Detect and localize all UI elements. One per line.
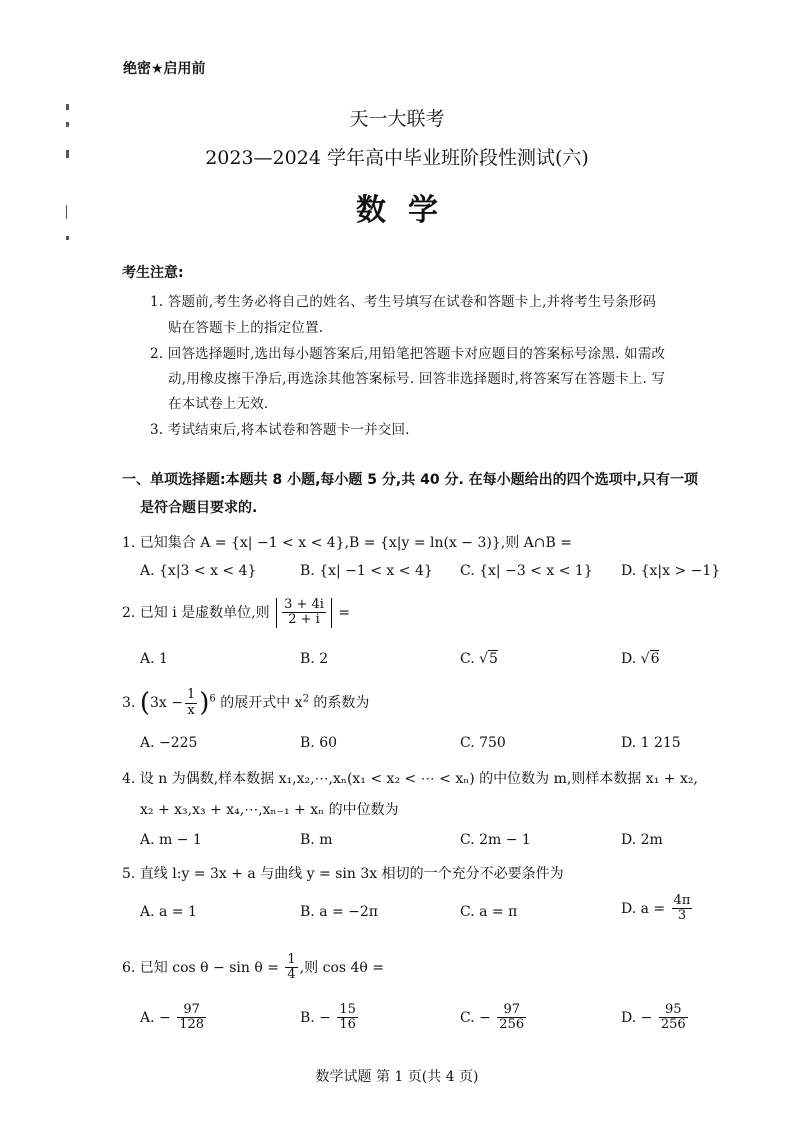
q2-option-b: B. 2 xyxy=(300,651,329,667)
q3-suffix-b: 的系数为 xyxy=(308,695,370,711)
q6-d-label: D. − xyxy=(621,1009,653,1026)
q2-option-c-radicand: 5 xyxy=(489,651,498,667)
question-5-stem: 5. 直线 l:y = 3x + a 与曲线 y = sin 3x 相切的一个充分不必要条件为 xyxy=(122,866,564,882)
q6-c-label: C. − xyxy=(460,1009,491,1026)
q2-option-d: D. √6 xyxy=(621,651,660,667)
absolute-value xyxy=(276,598,332,628)
notice-line: 2. 回答选择题时,选出每小题答案后,用铅笔把答题卡对应题目的答案标号涂黑. 如需改 xyxy=(150,346,666,362)
q3-numerator: 1 xyxy=(186,687,196,703)
question-1-stem: 1. 已知集合 A = {x| −1 < x < 4},B = {x|y = ln(x − 3)},则 A∩B = xyxy=(122,535,572,551)
q6-a-numerator: 97 xyxy=(177,1003,206,1018)
q2-numerator: 3 + 4i xyxy=(284,597,324,612)
q6-b-label: B. − xyxy=(300,1009,331,1026)
q1-option-c: C. {x| −3 < x < 1} xyxy=(460,563,593,579)
q5-d-denominator: 3 xyxy=(677,908,687,924)
q1-option-d: D. {x|x > −1} xyxy=(621,563,721,579)
q1-option-a: A. {x|3 < x < 4} xyxy=(140,563,257,579)
q4-option-c: C. 2m − 1 xyxy=(460,832,531,848)
q2-suffix: = xyxy=(338,604,351,621)
q2-prefix: 2. 已知 i 是虚数单位,则 xyxy=(122,604,270,621)
section-heading-cont: 是符合题目要求的. xyxy=(140,500,258,516)
section-heading: 一、单项选择题:本题共 8 小题,每小题 5 分,共 40 分. 在每小题给出的四个选项中,只有一项 xyxy=(122,472,698,488)
notice-line: 1. 答题前,考生务必将自己的姓名、考生号填写在试卷和答题卡上,并将考生号条形码 xyxy=(150,294,657,310)
q6-a-fraction xyxy=(177,1003,206,1033)
question-2-stem xyxy=(122,598,350,628)
q6-option-a xyxy=(140,1003,208,1033)
q3-exponent: 6 xyxy=(209,693,216,705)
confidential-label: 绝密★启用前 xyxy=(123,61,206,77)
exam-org: 天一大联考 xyxy=(349,108,445,130)
margin-mark xyxy=(66,236,69,240)
q6-option-c xyxy=(460,1003,528,1033)
q3-prefix: 3. xyxy=(122,695,136,711)
notice-title: 考生注意: xyxy=(122,265,184,281)
q5-option-a: A. a = 1 xyxy=(140,904,197,920)
q3-option-d: D. 1 215 xyxy=(621,735,681,751)
q3-option-c: C. 750 xyxy=(460,735,506,751)
q3-inner: 3x − xyxy=(149,695,183,711)
q6-a-denominator: 128 xyxy=(179,1017,205,1033)
question-3-stem xyxy=(122,688,369,718)
q6-d-numerator: 95 xyxy=(659,1003,688,1018)
q5-option-d-fraction xyxy=(672,894,693,924)
q6-fraction xyxy=(285,953,297,983)
q6-b-fraction xyxy=(337,1003,358,1033)
q6-c-denominator: 256 xyxy=(499,1017,525,1033)
question-6-stem xyxy=(122,953,384,983)
q6-stem-b: ,则 cos 4θ = xyxy=(299,959,385,976)
notice-line: 在本试卷上无效. xyxy=(168,396,269,412)
q3-option-b: B. 60 xyxy=(300,735,338,751)
q6-denominator: 4 xyxy=(287,967,296,983)
page-footer: 数学试题 第 1 页(共 4 页) xyxy=(315,1069,479,1085)
q1-option-b: B. {x| −1 < x < 4} xyxy=(300,563,433,579)
q3-suffix-a: 的展开式中 x xyxy=(215,695,303,711)
notice-line: 贴在答题卡上的指定位置. xyxy=(168,320,324,336)
q6-option-b xyxy=(300,1003,360,1033)
q6-d-fraction xyxy=(659,1003,688,1033)
q5-option-b: B. a = −2π xyxy=(300,904,379,920)
q5-option-d-label: D. a = xyxy=(621,900,666,917)
q2-option-a: A. 1 xyxy=(140,651,168,667)
q2-denominator: 2 + i xyxy=(288,612,320,628)
notice-line: 3. 考试结束后,将本试卷和答题卡一并交回. xyxy=(150,422,410,438)
exam-title: 2023—2024 学年高中毕业班阶段性测试(六) xyxy=(205,147,589,169)
right-paren: ) xyxy=(199,688,210,718)
q6-d-denominator: 256 xyxy=(660,1017,686,1033)
q6-option-d xyxy=(621,1003,690,1033)
q2-option-c-label: C. xyxy=(460,651,480,667)
q5-option-c: C. a = π xyxy=(460,904,518,920)
q4-option-b: B. m xyxy=(300,832,333,848)
q4-option-d: D. 2m xyxy=(621,832,663,848)
q3-denominator: x xyxy=(187,702,195,718)
q5-d-numerator: 4π xyxy=(673,893,691,908)
q6-numerator: 1 xyxy=(287,952,296,967)
question-4-stem-line2: x₂ + x₃,x₃ + x₄,⋯,xₙ₋₁ + xₙ 的中位数为 xyxy=(140,802,399,818)
left-paren: ( xyxy=(139,688,150,718)
q3-suffix-exponent: 2 xyxy=(302,693,309,705)
q6-stem-a: 6. 已知 cos θ − sin θ = xyxy=(122,959,279,976)
notice-line: 动,用橡皮擦干净后,再选涂其他答案标号. 回答非选择题时,将答案写在答题卡上. 写 xyxy=(168,371,666,387)
q3-option-a: A. −225 xyxy=(140,735,198,751)
q6-c-numerator: 97 xyxy=(497,1003,526,1018)
q2-option-c: C. √5 xyxy=(460,651,498,667)
q2-option-d-radicand: 6 xyxy=(650,651,660,667)
q5-option-d xyxy=(621,894,694,924)
q2-option-d-label: D. xyxy=(621,651,641,667)
q4-option-a: A. m − 1 xyxy=(140,832,202,848)
q6-a-label: A. − xyxy=(140,1009,171,1026)
question-4-stem-line1: 4. 设 n 为偶数,样本数据 x₁,x₂,⋯,xₙ(x₁ < x₂ < ⋯ < xₙ) 的中位数为 m,则样本数据 x₁ + x₂, xyxy=(122,771,698,787)
subject-title: 数学 xyxy=(356,193,460,228)
q6-c-fraction xyxy=(497,1003,526,1033)
q3-fraction xyxy=(185,688,197,718)
q2-fraction xyxy=(282,598,326,628)
q6-b-denominator: 16 xyxy=(339,1017,356,1033)
q6-b-numerator: 15 xyxy=(339,1002,356,1017)
